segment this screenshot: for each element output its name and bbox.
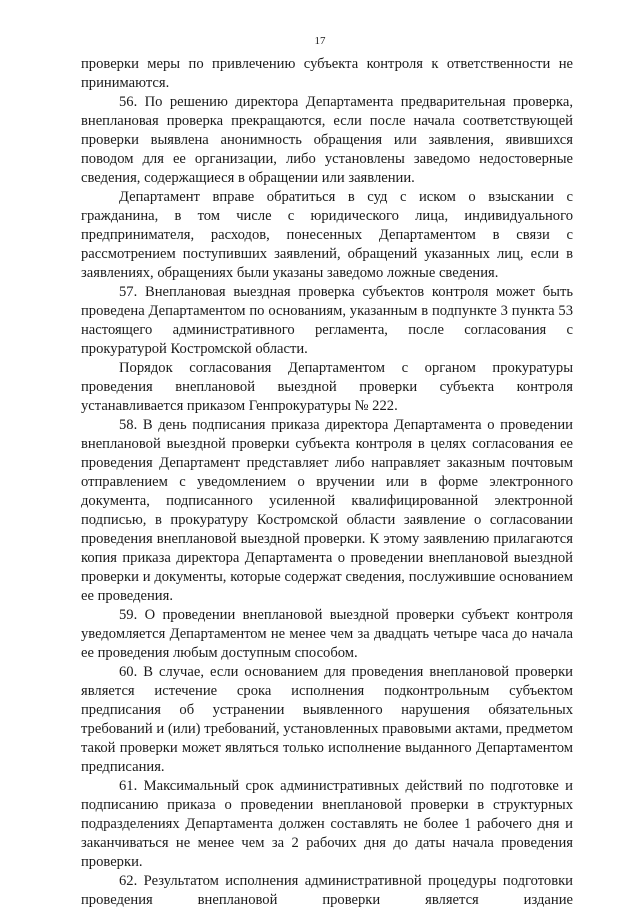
paragraph: 56. По решению директора Департамента предварительная проверка, внеплановая проверка прекращаются, если после начала соответствующей проверки выявлена анонимность обращения или заявления, явившихся поводом для ее организации, либо установлены заведомо недостоверные сведения, содержащиеся в обращении или заявлении. — [81, 94, 573, 186]
paragraph: 61. Максимальный срок административных действий по подготовке и подписанию приказа о проведении внеплановой проверки в структурных подразделениях Департамента должен составлять не более 1 рабочего дня и заканчиваться не менее чем за 2 рабочих дня до даты начала проведения проверки. — [81, 778, 573, 870]
paragraph: 60. В случае, если основанием для проведения внеплановой проверки является истечение срока исполнения подконтрольным субъектом предписания об устранении выявленного нарушения обязательных требований и (или) требований, установленных правовыми актами, предметом такой проверки может являться только исполнение выданного Департаментом предписания. — [81, 664, 573, 775]
paragraph: 58. В день подписания приказа директора Департамента о проведении внеплановой выездной проверки субъекта контроля в целях согласования ее проведения Департамент представляет либо направляет заказным почтовым отправлением с уведомлением о вручении или в форме электронного документа, подписанного усиленной квалифицированной электронной подписью, в прокуратуру Костромской области заявление о согласовании проведения внеплановой выездной проверки. К этому заявлению прилагаются копия приказа директора Департамента о проведении внеплановой выездной проверки и документы, которые содержат сведения, послужившие основанием ее проведения. — [81, 417, 573, 604]
paragraph: Порядок согласования Департаментом с органом прокуратуры проведения внеплановой выездной проверки субъекта контроля устанавливается приказом Генпрокуратуры № 222. — [81, 360, 573, 414]
document-body — [81, 55, 573, 910]
paragraph: 57. Внеплановая выездная проверка субъектов контроля может быть проведена Департаментом по основаниям, указанным в подпункте 3 пункта 53 настоящего административного регламента, после согласования с прокуратурой Костромской области. — [81, 284, 573, 357]
paragraph: 59. О проведении внеплановой выездной проверки субъект контроля уведомляется Департаментом не менее чем за двадцать четыре часа до начала ее проведения любым доступным способом. — [81, 607, 573, 661]
page-number: 17 — [314, 35, 326, 47]
paragraph: проверки меры по привлечению субъекта контроля к ответственности не принимаются. — [81, 56, 573, 91]
paragraph: Департамент вправе обратиться в суд с иском о взыскании с гражданина, в том числе с юридического лица, индивидуального предпринимателя, расходов, понесенных Департаментом в связи с рассмотрением поступивших заявлений, обращений указанных лиц, если в заявлениях, обращениях были указаны заведомо ложные сведения. — [81, 189, 573, 281]
paragraph: 62. Результатом исполнения административной процедуры подготовки проведения внеплановой проверки является издание — [81, 873, 573, 908]
